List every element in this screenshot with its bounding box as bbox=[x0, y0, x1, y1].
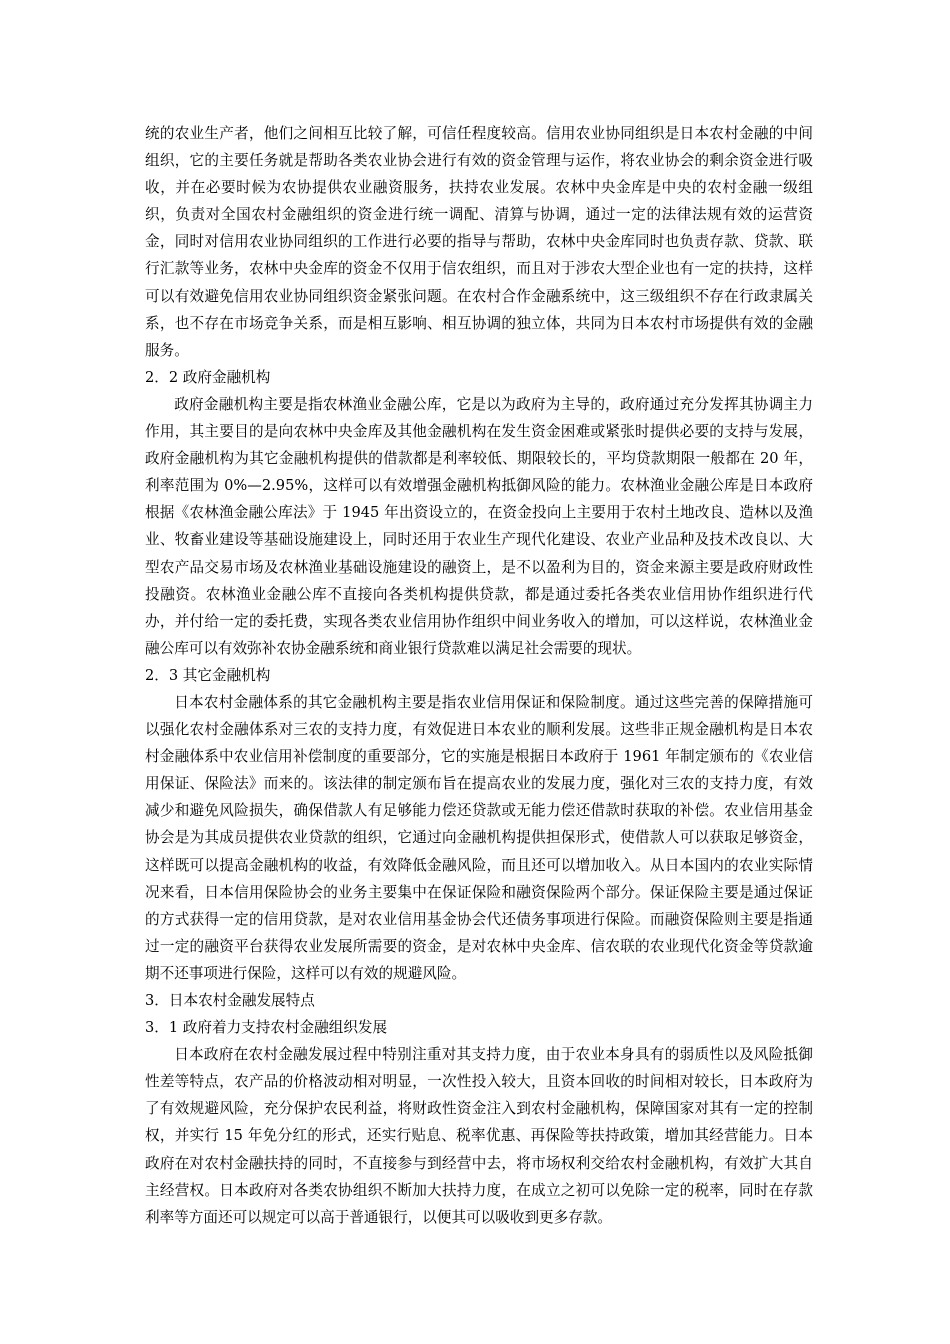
section-heading-3-1: 3．1 政府着力支持农村金融组织发展 bbox=[145, 1019, 388, 1037]
body-paragraph: 日本政府在农村金融发展过程中特别注重对其支持力度，由于农业本身具有的弱质性以及风险抵御性差等特点，农产品的价格波动相对明显，一次性投入较大，且资本回收的时间相对较长，日本政府为了有效规避风险，充分保护农民利益，将财政性资金注入到农村金融机构，保障国家对其有一定的控制权，并实行 15 年免分红的形式，还实行贴息、税率优惠、再保险等扶持政策，增加其经营能力。日本政府在对农村金融扶持的同时，不直接参与到经营中去，将市场权利交给农村金融机构，有效扩大其自主经营权。日本政府对各类农协组织不断加大扶持力度，在成立之初可以免除一定的税率，同时在存款利率等方面还可以规定可以高于普通银行，以便其可以吸收到更多存款。 bbox=[145, 1046, 813, 1226]
body-paragraph: 统的农业生产者，他们之间相互比较了解，可信任程度较高。信用农业协同组织是日本农村金融的中间组织，它的主要任务就是帮助各类农业协会进行有效的资金管理与运作，将农业协会的剩余资金进行吸收，并在必要时候为农协提供农业融资服务，扶持农业发展。农林中央金库是中央的农村金融一级组织，负责对全国农村金融组织的资金进行统一调配、清算与协调，通过一定的法律法规有效的运营资金，同时对信用农业协同组织的工作进行必要的指导与帮助，农林中央金库同时也负责存款、贷款、联行汇款等业务，农林中央金库的资金不仅用于信农组织，而且对于涉农大型企业也有一定的扶持，这样可以有效避免信用农业协同组织资金紧张问题。在农村合作金融系统中，这三级组织不存在行政隶属关系，也不存在市场竞争关系，而是相互影响、相互协调的独立体，共同为日本农村市场提供有效的金融服务。 bbox=[145, 125, 813, 359]
body-paragraph: 政府金融机构主要是指农林渔业金融公库，它是以为政府为主导的，政府通过充分发挥其协调主力作用，其主要目的是向农林中央金库及其他金融机构在发生资金困难或紧张时提供必要的支持与发展，政府金融机构为其它金融机构提供的借款都是利率较低、期限较长的，平均贷款期限一般都在 20 年，利率范围为 0%—2.95%，这样可以有效增强金融机构抵御风险的能力。农林渔业金融公库是日本政府根据《农林渔金融公库法》于 1945 年出资设立的，在资金投向上主要用于农村土地改良、造林以及渔业、牧畜业建设等基础设施建设上，同时还用于农业生产现代化建设、农业产业品种及技术改良以、大型农产品交易市场及农林渔业基础设施建设的融资上，是不以盈利为目的，资金来源主要是政府财政性投融资。农林渔业金融公库不直接向各类机构提供贷款，都是通过委托各类农业信用协作组织进行代办，并付给一定的委托费，实现各类农业信用协作组织中间业务收入的增加，可以这样说，农林渔业金融公库可以有效弥补农协金融系统和商业银行贷款难以满足社会需要的现状。 bbox=[145, 395, 813, 657]
section-heading-2-2: 2．2 政府金融机构 bbox=[145, 368, 271, 386]
body-paragraph: 日本农村金融体系的其它金融机构主要是指农业信用保证和保险制度。通过这些完善的保障措施可以强化农村金融体系对三农的支持力度，有效促进日本农业的顺利发展。这些非正规金融机构是日本农村金融体系中农业信用补偿制度的重要部分，它的实施是根据日本政府于 1961 年制定颁布的《农业信用保证、保险法》而来的。该法律的制定颁布旨在提高农业的发展力度，强化对三农的支持力度，有效减少和避免风险损失，确保借款人有足够能力偿还贷款或无能力偿还借款时获取的补偿。农业信用基金协会是为其成员提供农业贷款的组织，它通过向金融机构提供担保形式，使借款人可以获取足够资金，这样既可以提高金融机构的收益，有效降低金融风险，而且还可以增加收入。从日本国内的农业实际情况来看，日本信用保险协会的业务主要集中在保证保险和融资保险两个部分。保证保险主要是通过保证的方式获得一定的信用贷款，是对农业信用基金协会代还债务事项进行保险。而融资保险则主要是指通过一定的融资平台获得农业发展所需要的资金，是对农林中央金库、信农联的农业现代化资金等贷款逾期不还事项进行保险，这样可以有效的规避风险。 bbox=[145, 693, 813, 982]
document-page bbox=[145, 120, 813, 1231]
section-heading-2-3: 2．3 其它金融机构 bbox=[145, 666, 271, 684]
section-heading-3: 3．日本农村金融发展特点 bbox=[145, 992, 315, 1009]
